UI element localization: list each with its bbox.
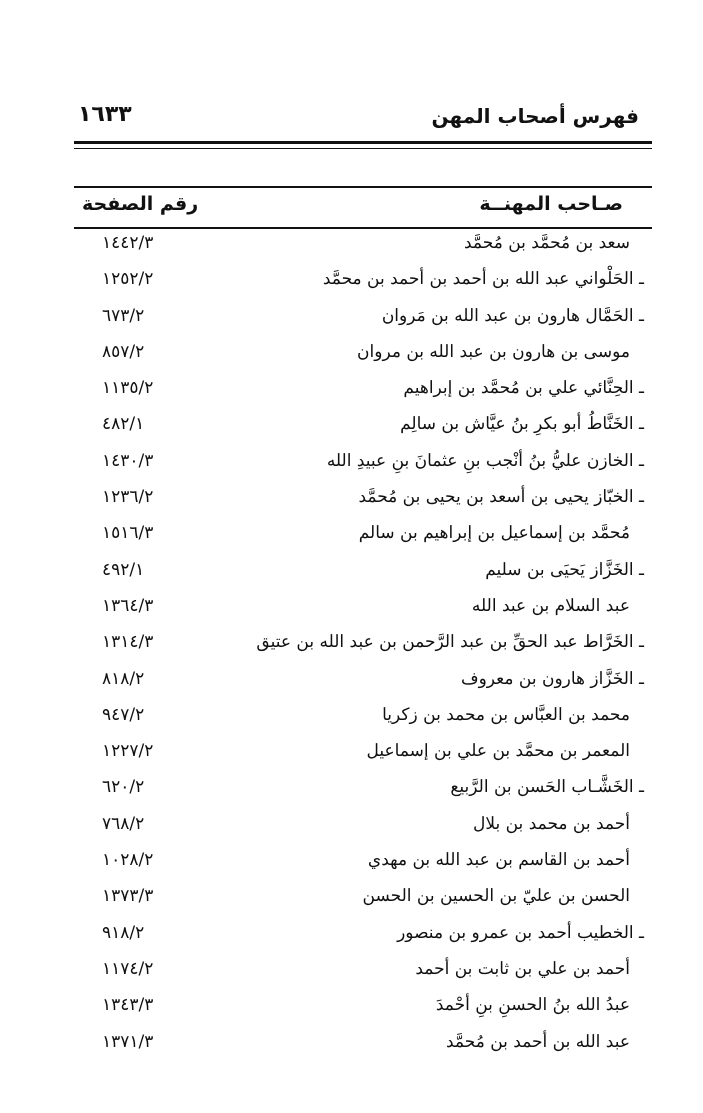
entry-name: ـ الخازن عليُّ بنُ أنْجب بنِ عثمانَ بنِ عبيدِ الله — [326, 450, 644, 471]
column-header-page-number: رقم الصفحة — [82, 193, 199, 215]
table-row — [74, 770, 652, 806]
entry-page-ref: ٧٦٨/٢ — [102, 813, 145, 834]
table-row — [74, 480, 652, 516]
table-row — [74, 589, 652, 625]
table-row — [74, 988, 652, 1024]
entry-page-ref: ٨٥٧/٢ — [102, 341, 145, 362]
entry-name: عبد الله بن أحمد بن مُحمَّد — [445, 1031, 630, 1052]
table-row — [74, 662, 652, 698]
entry-page-ref: ١٠٢٨/٢ — [102, 850, 154, 871]
table-row — [74, 952, 652, 988]
entry-name: ـ الحَلْواني عبد الله بن أحمد بن أحمد بن محمَّد — [322, 269, 644, 290]
entry-name: ـ الخَنَّاطُ أبو بكرِ بنُ عيَّاش بن سالِم — [400, 414, 644, 435]
table-row — [74, 698, 652, 734]
table-row — [74, 516, 652, 552]
table-row — [74, 807, 652, 843]
entry-page-ref: ١١٧٤/٢ — [102, 958, 154, 979]
table-row — [74, 843, 652, 879]
entry-name: أحمد بن علي بن ثابت بن أحمد — [415, 958, 630, 979]
entry-page-ref: ١٥١٦/٣ — [102, 523, 154, 544]
entry-page-ref: ١٤٤٢/٣ — [102, 233, 154, 253]
table-row — [74, 371, 652, 407]
entry-name: ـ الخَرَّاط عبد الحقِّ بن عبد الرَّحمن بن عبد الله بن عتيق — [256, 632, 644, 653]
header-rule-thick — [74, 141, 652, 144]
entry-page-ref: ١٤٣٠/٣ — [102, 450, 154, 471]
entry-name: ـ الخَزَّاز يَحيَى بن سليم — [485, 559, 644, 580]
table-row — [74, 879, 652, 915]
entry-page-ref: ١٢٢٧/٢ — [102, 741, 154, 762]
entry-page-ref: ٤٨٢/١ — [102, 414, 145, 435]
entry-page-ref: ١١٣٥/٢ — [102, 378, 154, 399]
entry-name: مُحمَّد بن إسماعيل بن إبراهيم بن سالم — [358, 523, 630, 544]
entry-page-ref: ١٣١٤/٣ — [102, 632, 154, 653]
entry-page-ref: ٩٤٧/٢ — [102, 704, 145, 725]
table-row — [74, 335, 652, 371]
entry-name: ـ الخبّاز يحيى بن أسعد بن يحيى بن مُحمَّد — [358, 487, 644, 508]
entry-name: ـ الحِنَّائي علي بن مُحمَّد بن إبراهيم — [403, 378, 644, 399]
table-row — [74, 1025, 652, 1061]
table-row — [74, 262, 652, 298]
table-row — [74, 553, 652, 589]
column-header-profession-holder: صـاحب المهنــة — [479, 193, 623, 215]
entry-page-ref: ٨١٨/٢ — [102, 668, 145, 689]
table-row — [74, 625, 652, 661]
entry-name: سعد بن مُحمَّد بن مُحمَّد — [464, 233, 630, 253]
table-row — [74, 916, 652, 952]
running-title: فهرس أصحاب المهن — [431, 104, 639, 128]
entry-page-ref: ١٢٥٢/٢ — [102, 269, 154, 290]
table-row — [74, 299, 652, 335]
table-row — [74, 444, 652, 480]
entry-name: المعمر بن محمَّد بن علي بن إسماعيل — [366, 741, 630, 762]
entry-page-ref: ١٣٧١/٣ — [102, 1031, 154, 1052]
entry-name: عبد السلام بن عبد الله — [471, 595, 630, 616]
entry-name: موسى بن هارون بن عبد الله بن مروان — [357, 341, 630, 362]
entry-name: عبدُ الله بنُ الحسنِ بنِ أحْمدَ — [435, 995, 630, 1016]
entry-name: أحمد بن القاسم بن عبد الله بن مهدي — [367, 850, 630, 871]
table-top-rule — [74, 186, 652, 188]
entry-page-ref: ٤٩٢/١ — [102, 559, 145, 580]
entry-page-ref: ٦٧٣/٢ — [102, 305, 145, 326]
entry-name: محمد بن العبَّاس بن محمد بن زكريا — [382, 704, 630, 725]
entry-page-ref: ١٣٤٣/٣ — [102, 995, 154, 1016]
entry-page-ref: ١٢٣٦/٢ — [102, 487, 154, 508]
entry-page-ref: ١٣٦٤/٣ — [102, 595, 154, 616]
header-rule-thin — [74, 148, 652, 149]
entry-page-ref: ٦٢٠/٢ — [102, 777, 145, 798]
table-row — [74, 407, 652, 443]
entry-name: ـ الخَزَّاز هارون بن معروف — [460, 668, 644, 689]
entry-name: ـ الحَمَّال هارون بن عبد الله بن مَروان — [381, 305, 644, 326]
table-row — [74, 734, 652, 770]
page-number: ١٦٣٣ — [78, 102, 132, 127]
entry-name: أحمد بن محمد بن بلال — [472, 813, 630, 834]
entry-name: ـ الخَشَّـاب الحَسن بن الرَّبيع — [450, 777, 644, 798]
entry-page-ref: ٩١٨/٢ — [102, 922, 145, 943]
entry-name: الحسن بن عليّ بن الحسين بن الحسن — [362, 886, 630, 907]
entry-name: ـ الخطيب أحمد بن عمرو بن منصور — [397, 922, 644, 943]
index-table-body — [74, 226, 652, 1061]
table-row — [74, 226, 652, 262]
entry-page-ref: ١٣٧٣/٣ — [102, 886, 154, 907]
